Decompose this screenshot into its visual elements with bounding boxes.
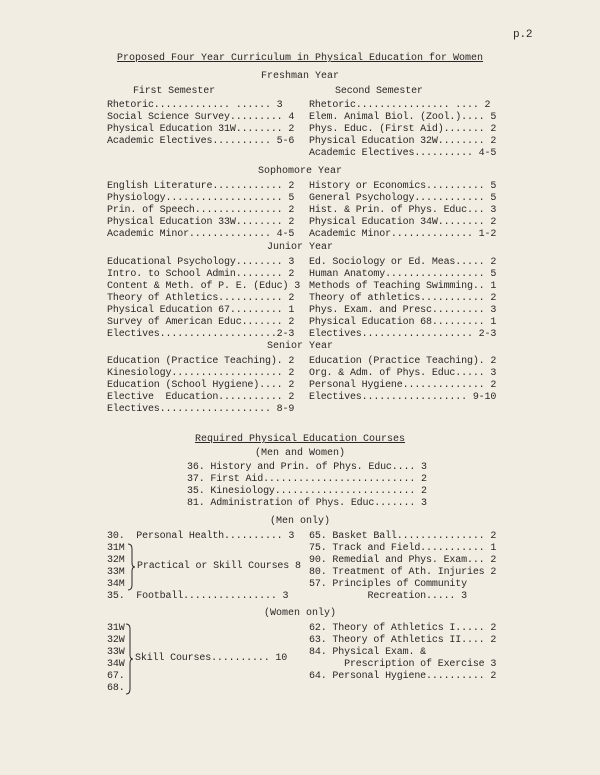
- men-skill-courses: Practical or Skill Courses 8: [137, 561, 301, 572]
- document-title: Proposed Four Year Curriculum in Physical Education for Women: [116, 53, 484, 64]
- course-line: Human Anatomy................. 5: [309, 269, 497, 280]
- course-line: Electives................... 8-9: [107, 404, 295, 415]
- course-line: Survey of American Educ....... 2: [107, 317, 295, 328]
- course-line: Org. & Adm. of Phys. Educ..... 3: [309, 368, 497, 379]
- course-line: Physical Education 34W........ 2: [309, 217, 497, 228]
- course-line: 64. Personal Hygiene.......... 2: [309, 671, 497, 682]
- course-code: 32W: [107, 635, 125, 646]
- junior-second-list: [309, 257, 496, 341]
- men-only-list: [309, 531, 496, 603]
- course-line: 37. First Aid.......................... 2: [187, 474, 427, 485]
- course-line: Content & Meth. of P. E. (Educ) 3: [107, 281, 301, 292]
- course-code: 68.: [107, 683, 125, 694]
- sophomore-first-list: [107, 181, 294, 241]
- course-line: 90. Remedial and Phys. Exam... 2: [309, 555, 497, 566]
- freshman-second-list: [309, 100, 496, 160]
- course-code: 34M: [107, 579, 125, 590]
- course-line: 84. Physical Exam. &: [309, 647, 427, 658]
- first-semester-heading: First Semester: [133, 86, 215, 97]
- women-brace-icon: [124, 623, 134, 695]
- men-only-label: (Men only): [269, 516, 330, 527]
- course-line: Rhetoric................ .... 2: [309, 100, 491, 111]
- course-line: 35. Kinesiology........................ 2: [187, 486, 427, 497]
- men-and-women-list: [187, 462, 427, 510]
- course-line: Personal Hygiene.............. 2: [309, 380, 497, 391]
- course-line: Recreation..... 3: [309, 591, 467, 602]
- men-personal-health: 30. Personal Health.......... 3: [107, 531, 295, 542]
- year-heading-freshman: Freshman Year: [260, 71, 339, 82]
- freshman-first-list: [107, 100, 294, 148]
- course-code: 67.: [107, 671, 125, 682]
- course-line: Theory of athletics........... 2: [309, 293, 497, 304]
- course-line: 65. Basket Ball............... 2: [309, 531, 497, 542]
- course-line: Education (Practice Teaching). 2: [107, 356, 295, 367]
- course-line: 81. Administration of Phys. Educ....... 3: [187, 498, 427, 509]
- course-line: 36. History and Prin. of Phys. Educ.... 3: [187, 462, 427, 473]
- course-code: 33W: [107, 647, 125, 658]
- course-code: 34W: [107, 659, 125, 670]
- women-skill-courses: Skill Courses.......... 10: [135, 653, 288, 664]
- course-line: 80. Treatment of Ath. Injuries 2: [309, 567, 497, 578]
- course-line: 75. Track and Field........... 1: [309, 543, 497, 554]
- women-only-label: (Women only): [263, 608, 336, 619]
- course-line: 62. Theory of Athletics I..... 2: [309, 623, 497, 634]
- course-line: Physical Education 32W........ 2: [309, 136, 497, 147]
- course-line: Physiology.................... 5: [107, 193, 295, 204]
- required-courses-title: Required Physical Education Courses: [194, 434, 406, 445]
- course-line: Education (Practice Teaching). 2: [309, 356, 497, 367]
- women-only-list: [309, 623, 496, 683]
- course-line: 57. Principles of Community: [309, 579, 467, 590]
- women-skill-codes: [107, 623, 125, 695]
- course-line: Kinesiology................... 2: [107, 368, 295, 379]
- men-brace-icon: [126, 543, 136, 591]
- course-line: English Literature............ 2: [107, 181, 295, 192]
- course-line: Methods of Teaching Swimming.. 1: [309, 281, 497, 292]
- men-football: 35. Football................ 3: [107, 591, 289, 602]
- course-line: Physical Education 67......... 1: [107, 305, 295, 316]
- course-line: Academic Electives.......... 5-6: [107, 136, 295, 147]
- second-semester-heading: Second Semester: [335, 86, 423, 97]
- men-skill-codes: [107, 543, 125, 591]
- course-line: Intro. to School Admin........ 2: [107, 269, 295, 280]
- course-line: 63. Theory of Athletics II.... 2: [309, 635, 497, 646]
- course-code: 31M: [107, 543, 125, 554]
- course-line: Academic Minor.............. 4-5: [107, 229, 295, 240]
- course-line: Hist. & Prin. of Phys. Educ... 3: [309, 205, 497, 216]
- course-line: Physical Education 31W........ 2: [107, 124, 295, 135]
- course-line: History or Economics.......... 5: [309, 181, 497, 192]
- course-line: Social Science Survey......... 4: [107, 112, 295, 123]
- year-heading-senior: Senior Year: [266, 341, 333, 352]
- course-line: Academic Electives.......... 4-5: [309, 148, 497, 159]
- course-line: Education (School Hygiene).... 2: [107, 380, 295, 391]
- year-heading-sophomore: Sophomore Year: [257, 166, 342, 177]
- senior-first-list: [107, 356, 294, 416]
- course-line: Physical Education 33W........ 2: [107, 217, 295, 228]
- course-line: Prescription of Exercise 3: [309, 659, 497, 670]
- junior-first-list: [107, 257, 300, 341]
- course-line: Prin. of Speech............... 2: [107, 205, 295, 216]
- course-line: General Psychology............ 5: [309, 193, 497, 204]
- course-line: Physical Education 68......... 1: [309, 317, 497, 328]
- course-line: Theory of Athletics........... 2: [107, 293, 295, 304]
- course-code: 31W: [107, 623, 125, 634]
- course-line: Educational Psychology........ 3: [107, 257, 295, 268]
- men-and-women-label: (Men and Women): [254, 448, 345, 459]
- course-line: Ed. Sociology or Ed. Meas..... 2: [309, 257, 497, 268]
- course-line: Elem. Animal Biol. (Zool.).... 5: [309, 112, 497, 123]
- course-code: 32M: [107, 555, 125, 566]
- course-line: Rhetoric............. ...... 3: [107, 100, 283, 111]
- course-line: Electives....................2-3: [107, 329, 295, 340]
- course-line: Electives................... 2-3: [309, 329, 497, 340]
- senior-second-list: [309, 356, 496, 404]
- course-line: Electives.................. 9-10: [309, 392, 497, 403]
- course-line: Phys. Exam. and Presc......... 3: [309, 305, 497, 316]
- sophomore-second-list: [309, 181, 496, 241]
- course-code: 33M: [107, 567, 125, 578]
- course-line: Elective Education........... 2: [107, 392, 295, 403]
- course-line: Academic Minor.............. 1-2: [309, 229, 497, 240]
- page-number: p.2: [513, 29, 533, 41]
- course-line: Phys. Educ. (First Aid)....... 2: [309, 124, 497, 135]
- year-heading-junior: Junior Year: [266, 242, 333, 253]
